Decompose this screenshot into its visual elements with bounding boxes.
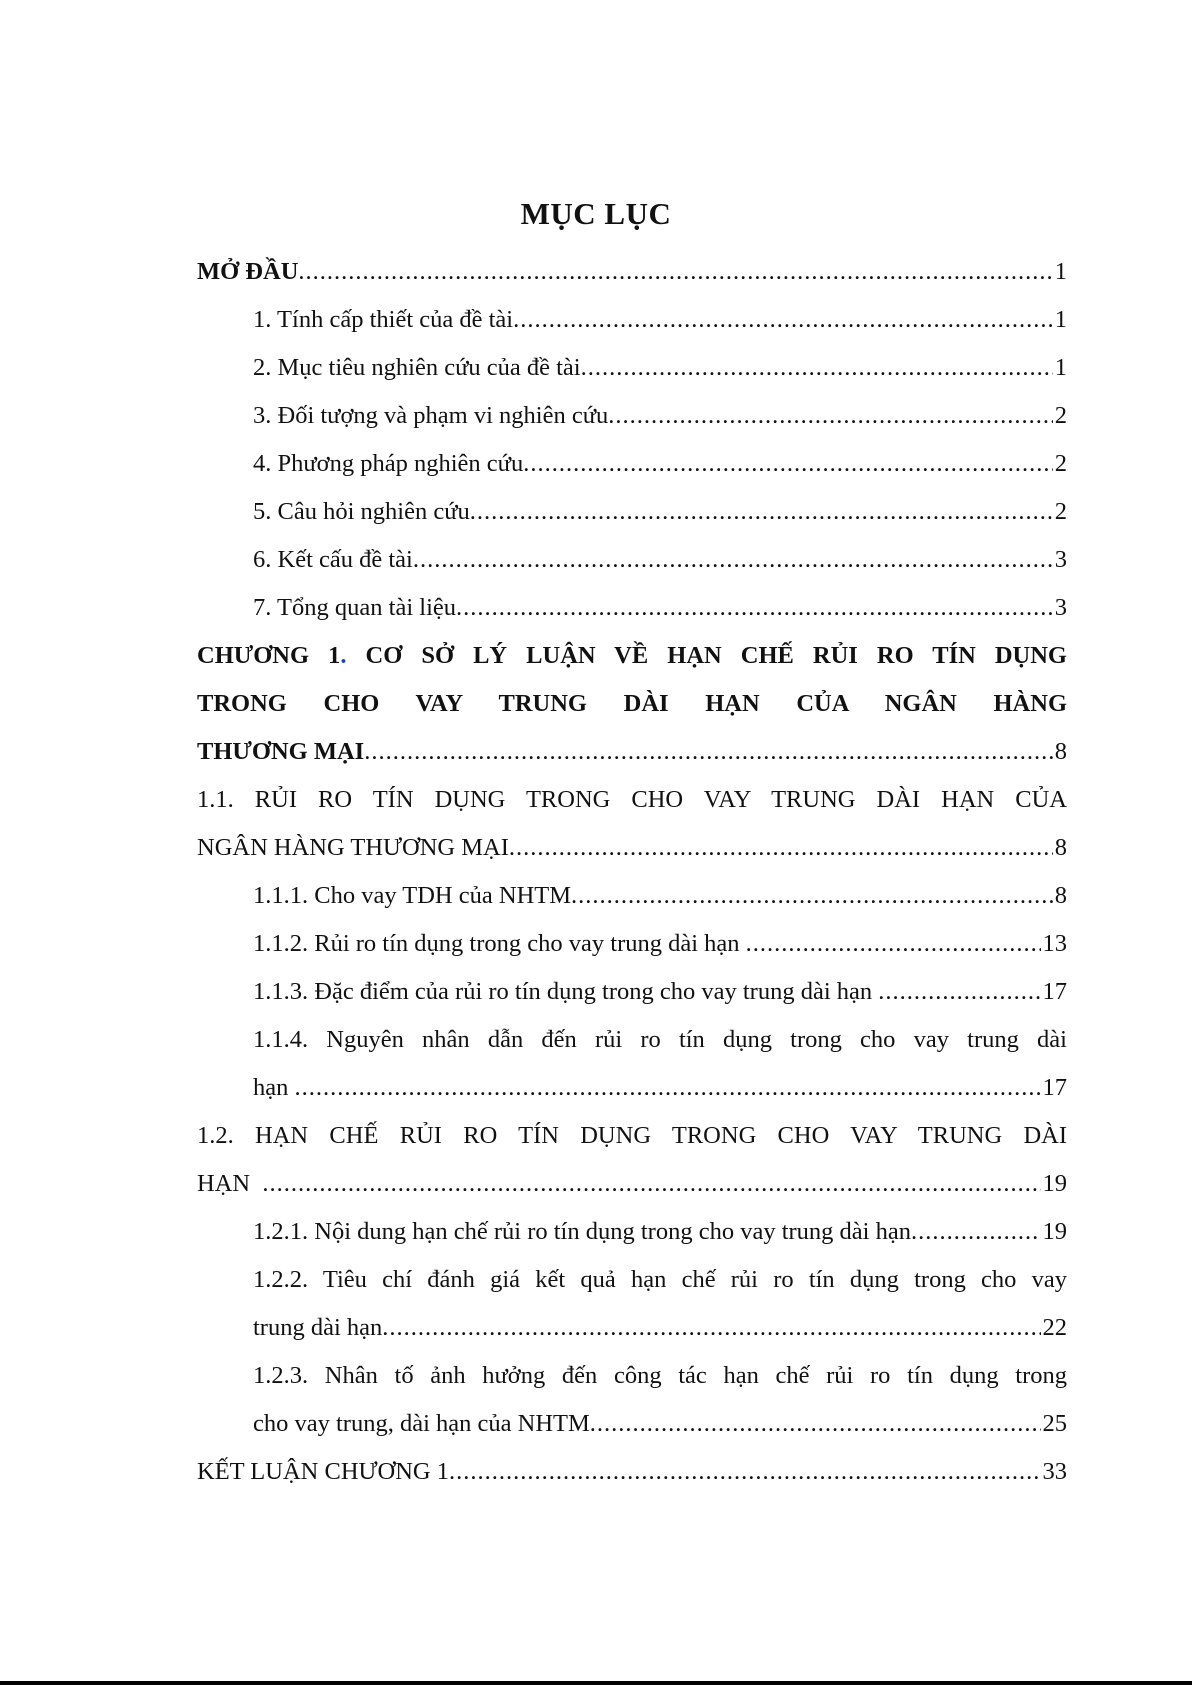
toc-entry-1-2-2-line-2[interactable] <box>197 1304 1067 1352</box>
toc-page-number: 8 <box>1054 834 1067 861</box>
toc-entry-text: 1.2. HẠN CHẾ RỦI RO TÍN DỤNG TRONG CHO VAY TRUNG DÀI <box>197 1122 1067 1149</box>
toc-entry-text: THƯƠNG MẠI <box>197 738 365 765</box>
dot-leader <box>262 1160 1040 1208</box>
dot-leader <box>382 1304 1040 1352</box>
chapter-title-part: TRONG CHO VAY TRUNG DÀI HẠN CỦA NGÂN HÀNG <box>197 690 1067 717</box>
toc-entry-text: cho vay trung, dài hạn của NHTM <box>253 1410 590 1437</box>
toc-entry-text: HẠN <box>197 1170 263 1197</box>
toc-page-number: 13 <box>1042 930 1067 957</box>
toc-entry-text: MỞ ĐẦU <box>197 258 299 285</box>
toc-entry-text: 7. Tổng quan tài liệu <box>253 594 456 621</box>
toc-entry-text: 3. Đối tượng và phạm vi nghiên cứu <box>253 402 609 429</box>
toc-page-number: 8 <box>1054 882 1067 909</box>
toc-page-number: 22 <box>1042 1314 1067 1341</box>
chapter-label: CHƯƠNG 1 <box>197 642 341 669</box>
toc-page-number: 2 <box>1054 402 1067 429</box>
toc-entry-text: 4. Phương pháp nghiên cứu <box>253 450 524 477</box>
toc-entry-6[interactable] <box>197 536 1067 584</box>
toc-page-number: 33 <box>1042 1458 1067 1485</box>
toc-entry-text: 1. Tính cấp thiết của đề tài <box>253 306 514 333</box>
dot-leader <box>298 248 1052 296</box>
toc-page-number: 2 <box>1054 498 1067 525</box>
toc-entry-3[interactable] <box>197 392 1067 440</box>
dot-leader <box>470 488 1053 536</box>
toc-entry-text: 1.2.3. Nhân tố ảnh hưởng đến công tác hạn chế rủi ro tín dụng trong <box>253 1362 1067 1389</box>
dot-leader <box>590 1400 1041 1448</box>
toc-entry-text: hạn <box>253 1074 295 1101</box>
toc-page-number: 1 <box>1054 306 1067 333</box>
toc-entry-1-1-4-line-2[interactable] <box>197 1064 1067 1112</box>
toc-page-number: 1 <box>1054 354 1067 381</box>
toc-entry-7[interactable] <box>197 584 1067 632</box>
toc-entry-text: 6. Kết cấu đề tài <box>253 546 413 573</box>
dot-leader <box>413 536 1053 584</box>
toc-entry-1-2-1[interactable] <box>197 1208 1067 1256</box>
toc-entry-1-1-1[interactable] <box>197 872 1067 920</box>
toc-entry-1-2-3-line-1[interactable] <box>197 1352 1067 1400</box>
toc-entry-1-2-line-2[interactable] <box>197 1160 1067 1208</box>
dot-leader <box>581 344 1053 392</box>
dot-leader <box>364 728 1053 776</box>
table-of-contents <box>197 248 1067 1496</box>
toc-entry-1-1-4-line-1[interactable] <box>197 1016 1067 1064</box>
toc-entry-1[interactable] <box>197 296 1067 344</box>
toc-entry-4[interactable] <box>197 440 1067 488</box>
toc-entry-text: NGÂN HÀNG THƯƠNG MẠI <box>197 834 509 861</box>
toc-page-number: 19 <box>1042 1170 1067 1197</box>
dot-leader <box>523 440 1053 488</box>
toc-entry-5[interactable] <box>197 488 1067 536</box>
chapter-dot: . <box>340 642 347 669</box>
toc-entry-text: 1.1.1. Cho vay TDH của NHTM <box>253 882 572 909</box>
toc-page-number: 17 <box>1042 978 1067 1005</box>
toc-title: MỤC LỤC <box>520 196 672 231</box>
bottom-border <box>0 1681 1192 1685</box>
toc-entry-mo-dau[interactable] <box>197 248 1067 296</box>
toc-page-number: 1 <box>1054 258 1067 285</box>
dot-leader <box>608 392 1053 440</box>
toc-entry-chapter-1-line-2[interactable] <box>197 680 1067 728</box>
toc-page-number: 17 <box>1042 1074 1067 1101</box>
toc-entry-text: KẾT LUẬN CHƯƠNG 1 <box>197 1458 449 1485</box>
dot-leader <box>911 1208 1041 1256</box>
dot-leader <box>746 920 1041 968</box>
toc-entry-text: trung dài hạn <box>253 1314 383 1341</box>
dot-leader <box>456 584 1053 632</box>
toc-entry-1-2-3-line-2[interactable] <box>197 1400 1067 1448</box>
toc-entry-text: 1.1.2. Rủi ro tín dụng trong cho vay trung dài hạn <box>253 930 746 957</box>
toc-entry-text: 5. Câu hỏi nghiên cứu <box>253 498 470 525</box>
toc-entry-chapter-1-line-1[interactable] <box>197 632 1067 680</box>
toc-entry-text: 1.1.3. Đặc điểm của rủi ro tín dụng trong cho vay trung dài hạn <box>253 978 879 1005</box>
toc-entry-1-1-3[interactable] <box>197 968 1067 1016</box>
dot-leader <box>449 1448 1041 1496</box>
toc-entry-text: 2. Mục tiêu nghiên cứu của đề tài <box>253 354 581 381</box>
toc-entry-1-2-2-line-1[interactable] <box>197 1256 1067 1304</box>
toc-page-number: 3 <box>1054 594 1067 621</box>
toc-entry-1-2-line-1[interactable] <box>197 1112 1067 1160</box>
toc-entry-1-1-line-2[interactable] <box>197 824 1067 872</box>
dot-leader <box>878 968 1040 1016</box>
toc-entry-1-1-line-1[interactable] <box>197 776 1067 824</box>
dot-leader <box>295 1064 1041 1112</box>
dot-leader <box>571 872 1053 920</box>
dot-leader <box>509 824 1053 872</box>
toc-entry-2[interactable] <box>197 344 1067 392</box>
toc-entry-chapter-1-line-3[interactable] <box>197 728 1067 776</box>
toc-page-number: 8 <box>1054 738 1067 765</box>
toc-page-number: 25 <box>1042 1410 1067 1437</box>
toc-entry-text: 1.2.1. Nội dung hạn chế rủi ro tín dụng trong cho vay trung dài hạn <box>253 1218 911 1245</box>
toc-entry-text: 1.2.2. Tiêu chí đánh giá kết quả hạn chế rủi ro tín dụng trong cho vay <box>253 1266 1067 1293</box>
toc-page-number: 3 <box>1054 546 1067 573</box>
toc-page-number: 19 <box>1042 1218 1067 1245</box>
toc-entry-1-1-2[interactable] <box>197 920 1067 968</box>
chapter-title-part: CƠ SỞ LÝ LUẬN VỀ HẠN CHẾ RỦI RO TÍN DỤNG <box>346 642 1067 669</box>
toc-entry-text: 1.1.4. Nguyên nhân dẫn đến rủi ro tín dụng trong cho vay trung dài <box>253 1026 1067 1053</box>
dot-leader <box>513 296 1053 344</box>
toc-entry-text: 1.1. RỦI RO TÍN DỤNG TRONG CHO VAY TRUNG DÀI HẠN CỦA <box>197 786 1067 813</box>
toc-entry-ket-luan-chuong-1[interactable] <box>197 1448 1067 1496</box>
toc-page-number: 2 <box>1054 450 1067 477</box>
